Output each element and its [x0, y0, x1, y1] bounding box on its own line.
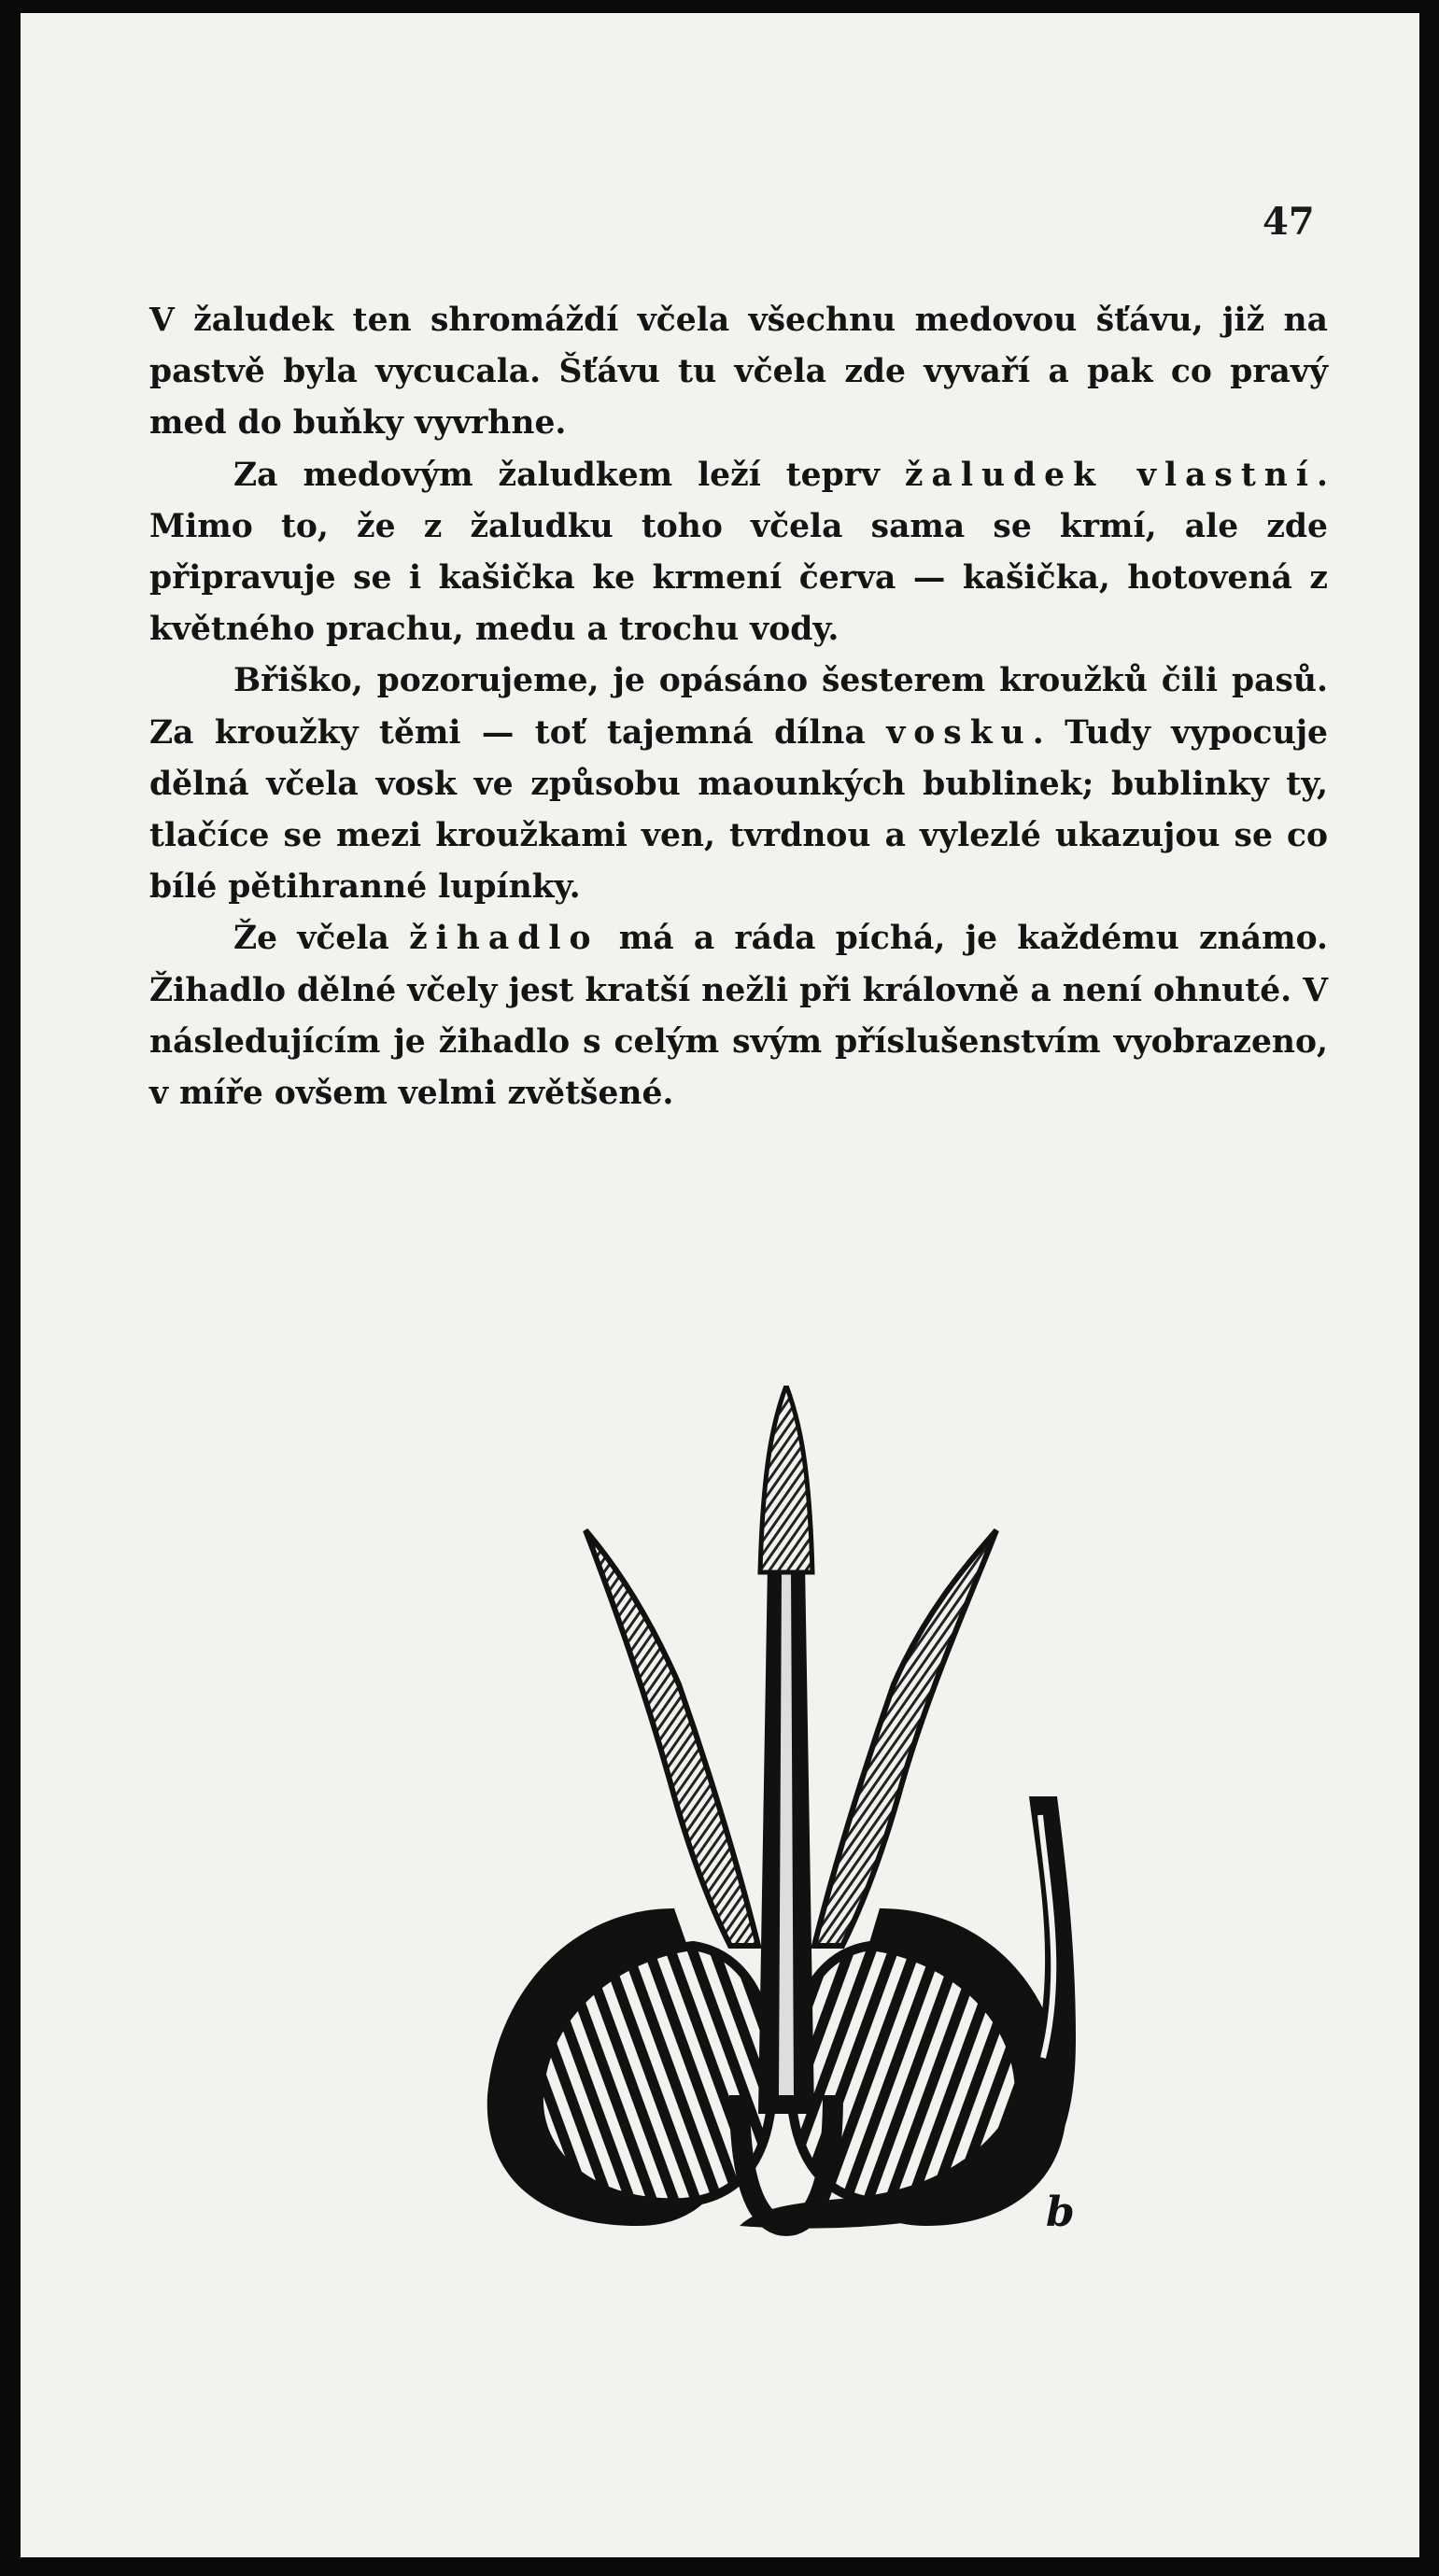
paragraph [149, 655, 1328, 913]
body-text [149, 295, 1328, 1119]
paragraph [149, 295, 1328, 450]
bee-sting-illustration [459, 1386, 1113, 2301]
paragraph [149, 913, 1328, 1119]
stylet-brush-tip [760, 1386, 812, 1572]
spaced-term: žaludek vlastní [904, 456, 1317, 494]
figure-label-b: b [1046, 2189, 1075, 2236]
book-page [21, 13, 1419, 2557]
text-run: Za medovým žaludkem leží teprv [233, 456, 905, 494]
spaced-term: žihadlo [409, 920, 600, 958]
right-sheath [814, 1530, 996, 1946]
page-number: 47 [1263, 200, 1315, 244]
text-run: . Mimo to, že z žaludku toho včela sama se krmí, ale zde připravuje se i kašička ke krmení červa — kašička, hotovená z květného prachu, medu a trochu vody. [149, 456, 1328, 649]
text-run: . Tudy vypocuje dělná včela vosk ve způsobu maounkých bublinek; bublinky ty, tlačíce se mezi kroužkami ven, tvrdnou a vylezlé ukazujou se co bílé pětihranné lupínky. [149, 713, 1328, 907]
text-run: Břiško, pozorujeme, je opásáno šesterem kroužků čili pasů. Za kroužky těmi — toť tajemná dílna [149, 662, 1328, 752]
paragraph [149, 450, 1328, 656]
text-run: V žaludek ten shromáždí včela všechnu medovou šťávu, již na pastvě byla vycucala. Šťávu tu včela zde vyvaří a pak co pravý med do buňky vyvrhne. [149, 302, 1328, 443]
text-run: Že včela [233, 920, 410, 958]
text-run: má a ráda píchá, je každému známo. Žihadlo dělné včely jest kratší nežli při královně a není ohnuté. V následujícím je žihadlo s celým svým příslušenstvím vyobrazeno, v míře ovšem velmi zvětšené. [149, 920, 1328, 1113]
spaced-term: vosku [886, 713, 1033, 752]
left-sheath [585, 1530, 758, 1946]
